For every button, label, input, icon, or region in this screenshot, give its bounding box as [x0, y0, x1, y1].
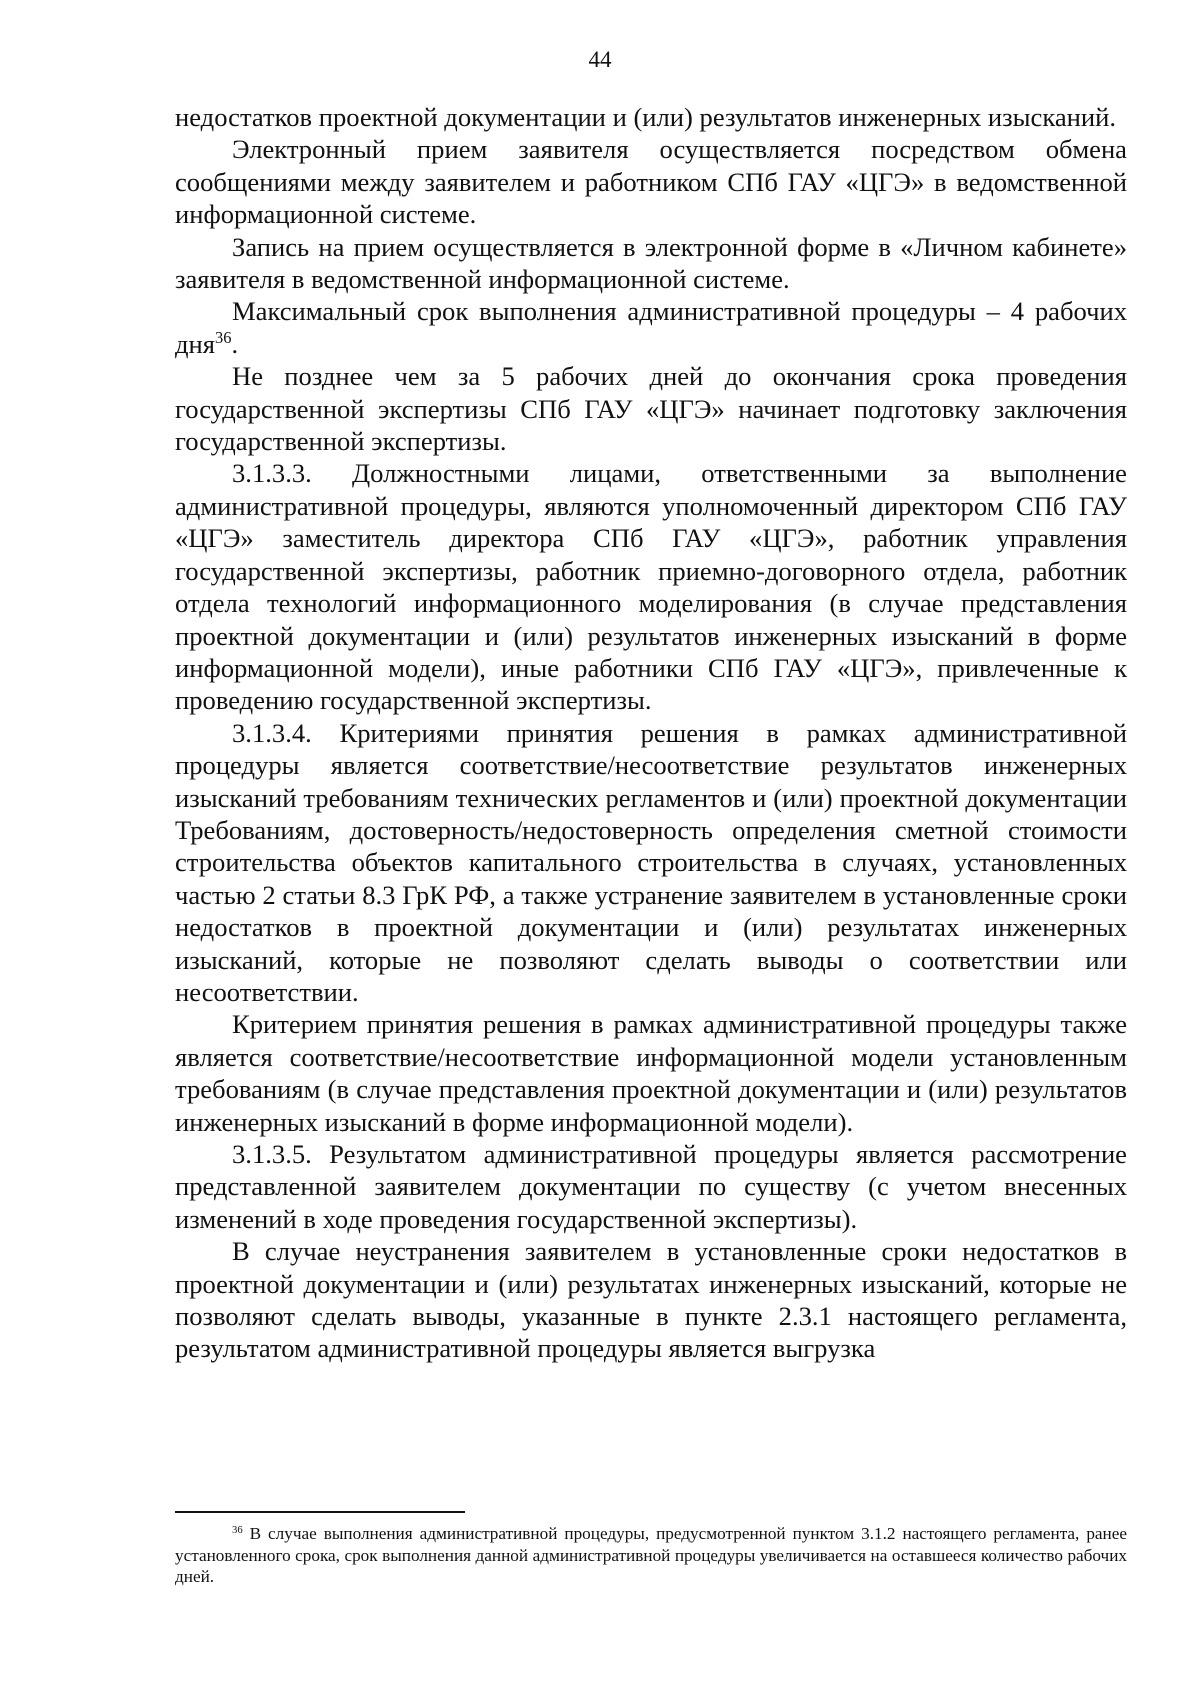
paragraph-7: 3.1.3.4. Критериями принятия решения в рамках административной процедуры является соответствие/несоответствие результатов инженерных изысканий требованиям технических регламентов и (или) проектной документации Требованиям, достоверность/недостоверность определения сметной стоимости строительства объектов капитального строительства в случаях, установленных частью 2 статьи 8.3 ГрК РФ, а также устранение заявителем в установленные сроки недостатков в проектной документации и (или) результатах инженерных изысканий, которые не позволяют сделать выводы о соответствии или несоответствии. [175, 717, 1127, 1007]
paragraph-5: Не позднее чем за 5 рабочих дней до окончания срока проведения государственной экспертизы СПб ГАУ «ЦГЭ» начинает подготовку заключения государственной экспертизы. [175, 361, 1127, 457]
paragraph-2: Электронный прием заявителя осуществляется посредством обмена сообщениями между заявителем и работником СПб ГАУ «ЦГЭ» в ведомственной информационной системе. [175, 134, 1127, 230]
footnote-reference[interactable]: 36 [215, 327, 232, 347]
footnote-36 [175, 1523, 1127, 1588]
paragraph-8: Критерием принятия решения в рамках административной процедуры также является соответствие/несоответствие информационной модели установленным требованиям (в случае представления проектной документации и (или) результатов инженерных изысканий в форме информационной модели). [175, 1009, 1127, 1137]
paragraph-9: 3.1.3.5. Результатом административной процедуры является рассмотрение представленной заявителем документации по существу (с учетом внесенных изменений в ходе проведения государственной экспертизы). [175, 1139, 1127, 1234]
body-text [175, 101, 1127, 1365]
paragraph-10: В случае неустранения заявителем в установленные сроки недостатков в проектной документации и (или) результатах инженерных изысканий, которые не позволяют сделать выводы, указанные в пункте 2.3.1 настоящего регламента, результатом административной процедуры является выгрузка [175, 1236, 1127, 1364]
paragraph-6: 3.1.3.3. Должностными лицами, ответственными за выполнение административной процедуры, являются уполномоченный директором СПб ГАУ «ЦГЭ» заместитель директора СПб ГАУ «ЦГЭ», работник управления государственной экспертизы, работник приемно-договорного отдела, работник отдела технологий информационного моделирования (в случае представления проектной документации и (или) результатов инженерных изысканий в форме информационной модели), иные работники СПб ГАУ «ЦГЭ», привлеченные к проведению государственной экспертизы. [175, 458, 1127, 716]
footnotes-section [175, 1523, 1127, 1588]
paragraph-4-end: . [231, 328, 239, 359]
footnote-number: 36 [232, 1524, 243, 1536]
page-number: 44 [588, 47, 612, 72]
paragraph-3: Запись на прием осуществляется в электронной форме в «Личном кабинете» заявителя в ведомственной информационной системе. [175, 231, 1127, 295]
paragraph-4 [175, 295, 1127, 360]
footnote-text: В случае выполнения административной процедуры, предусмотренной пунктом 3.1.2 настоящего регламента, ранее установленного срока, срок выполнения данной административной процедуры увеличивается на оставшееся количество рабочих дней. [175, 1524, 1127, 1586]
paragraph-1: недостатков проектной документации и (или) результатов инженерных изысканий. [175, 102, 1116, 132]
paragraph-4-text: Максимальный срок выполнения административной процедуры – 4 рабочих дня [175, 296, 1127, 359]
footnote-separator [175, 1511, 465, 1513]
